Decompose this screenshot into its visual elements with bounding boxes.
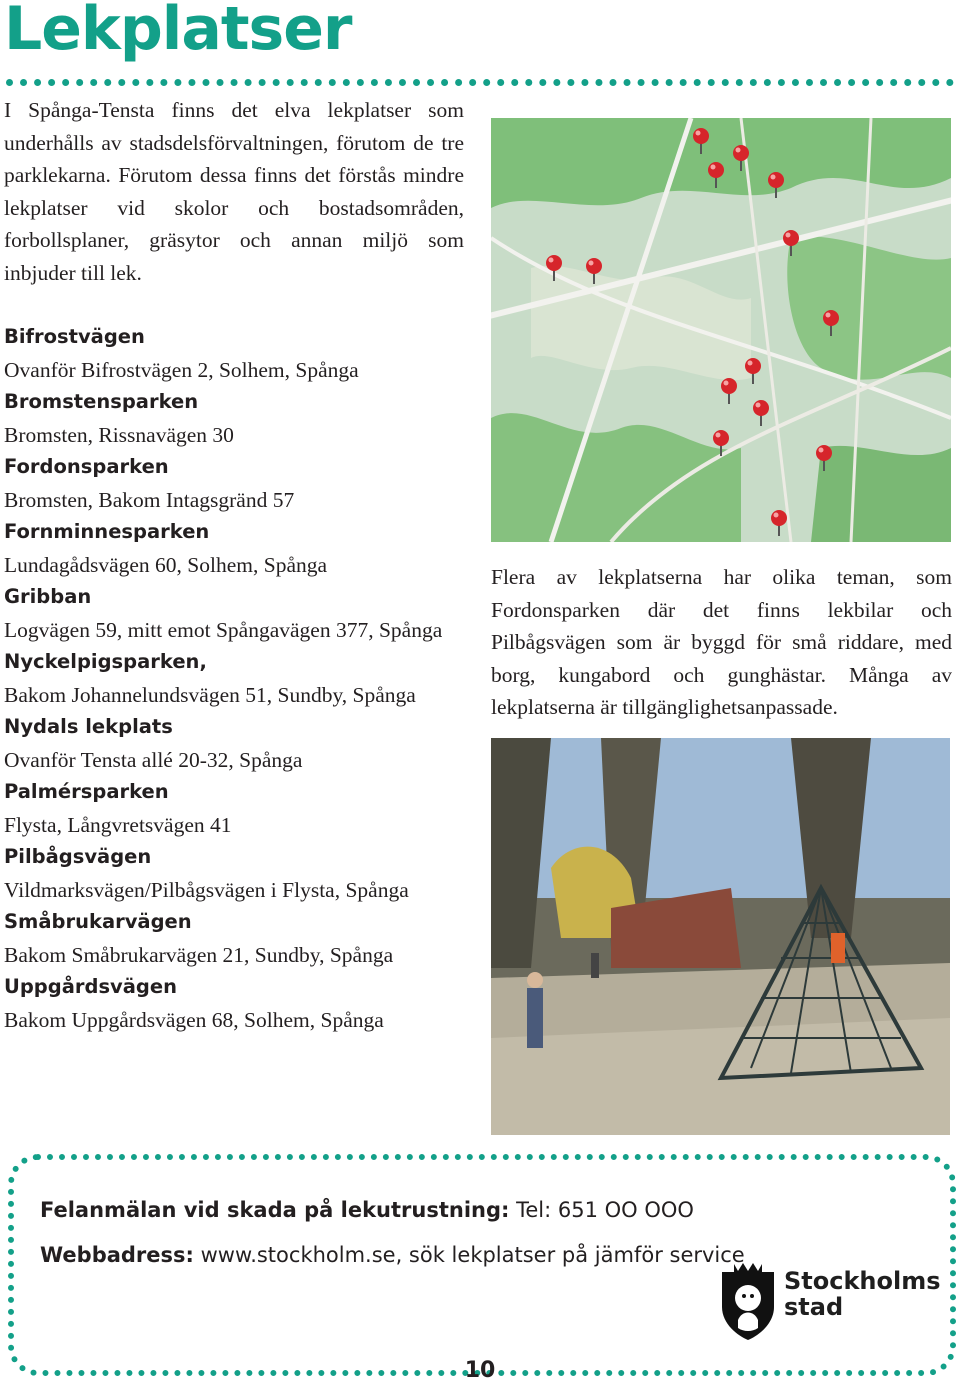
playground-address: Ovanför Bifrostvägen 2, Solhem, Spånga bbox=[4, 357, 359, 382]
page-title: Lekplatser bbox=[4, 0, 352, 64]
playground-address: Ovanför Tensta allé 20-32, Spånga bbox=[4, 747, 303, 772]
playground-address: Bakom Uppgårdsvägen 68, Solhem, Spånga bbox=[4, 1007, 384, 1032]
stockholm-crest-icon bbox=[718, 1262, 778, 1342]
web-address-value: www.stockholm.se, sök lekplatser på jämför service bbox=[193, 1243, 745, 1267]
playground-name: Nyckelpigsparken, bbox=[4, 650, 207, 673]
playground-list bbox=[4, 321, 484, 1036]
page-number: 10 bbox=[464, 1358, 496, 1383]
playground-name: Pilbågsvägen bbox=[4, 845, 152, 868]
damage-report-line bbox=[40, 1198, 694, 1222]
playground-address: Vildmarksvägen/Pilbågsvägen i Flysta, Spånga bbox=[4, 877, 409, 902]
title-divider bbox=[6, 79, 954, 86]
playground-name: Palmérsparken bbox=[4, 780, 169, 803]
damage-report-phone: Tel: 651 OO OOO bbox=[509, 1198, 694, 1222]
playground-name: Uppgårdsvägen bbox=[4, 975, 177, 998]
playground-address: Lundagådsvägen 60, Solhem, Spånga bbox=[4, 552, 328, 577]
playground-name: Fordonsparken bbox=[4, 455, 169, 478]
playground-address: Bakom Johannelundsvägen 51, Sundby, Spånga bbox=[4, 682, 416, 707]
playground-name: Bifrostvägen bbox=[4, 325, 145, 348]
themes-paragraph: Flera av lekplatserna har olika teman, som Fordonsparken där det finns lekbilar och Pilbågsvägen som är byggd för små riddare, med borg, kungabord och gunghästar. Många av lekplatserna är tillgänglighetsanpassade. bbox=[491, 565, 952, 720]
web-address-line bbox=[40, 1243, 745, 1267]
playground-name: Gribban bbox=[4, 585, 92, 608]
playground-address: Bromsten, Rissnavägen 30 bbox=[4, 422, 234, 447]
playground-address: Logvägen 59, mitt emot Spångavägen 377, Spånga bbox=[4, 617, 443, 642]
playground-address: Bakom Småbrukarvägen 21, Sundby, Spånga bbox=[4, 942, 394, 967]
playground-name: Nydals lekplats bbox=[4, 715, 173, 738]
playground-name: Bromstensparken bbox=[4, 390, 199, 413]
playground-address: Flysta, Långvretsvägen 41 bbox=[4, 812, 232, 837]
logo-wordmark: Stockholms stad bbox=[784, 1267, 941, 1321]
playground-name: Fornminnesparken bbox=[4, 520, 210, 543]
playground-map bbox=[491, 118, 951, 542]
web-address-label: Webbadress: bbox=[40, 1243, 194, 1267]
intro-paragraph: I Spånga-Tensta finns det elva lekplatser som underhålls av stadsdelsförvaltningen, förutom de tre parklekarna. Förutom dessa finns det förstås mindre lekplatser vid skolor och bostadsområden, forbollsplaner, gräsytor och annan miljö som inbjuder till lek. bbox=[4, 98, 464, 285]
playground-name: Småbrukarvägen bbox=[4, 910, 192, 933]
playground-photo bbox=[491, 738, 950, 1135]
damage-report-label: Felanmälan vid skada på lekutrustning: bbox=[40, 1198, 510, 1222]
playground-address: Bromsten, Bakom Intagsgränd 57 bbox=[4, 487, 295, 512]
stockholms-stad-logo bbox=[718, 1262, 948, 1342]
